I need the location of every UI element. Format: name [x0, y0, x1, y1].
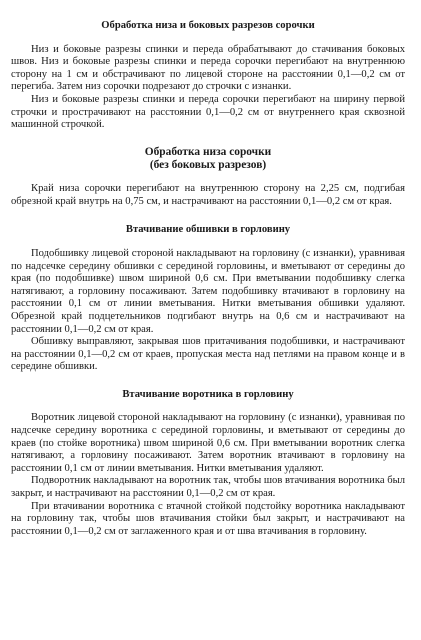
paragraph: При втачивании воротника с втачной стойкой подстойку воротника накладывают на горловину так, чтобы шов втачивания стойки был закрыт, и настрачивают на расстоянии 0,1—0,2 см от заглаженного края и от шва втачивания в горловину.	[11, 500, 405, 537]
paragraph: Подворотник накладывают на воротник так, чтобы шов втачивания воротника был закрыт, и настрачивают на расстоянии 0,1—0,2 см от края.	[11, 475, 405, 500]
paragraph: Край низа сорочки перегибают на внутреннюю сторону на 2,25 см, подгибая обрезной край внутрь на 0,75 см, и настрачивают на расстоянии 0,1—0,2 см от края.	[11, 183, 405, 207]
paragraph: Обшивку выправляют, закрывая шов притачивания подобшивки, и настрачивают на расстоянии 0,1—0,2 см от краев, пропуская места над петлями на правом конце и в середине обшивки.	[11, 336, 405, 373]
paragraph: Воротник лицевой стороной накладывают на горловину (с изнанки), уравнивая по надсечке середину воротника с серединой горловины, и вметывают от середины до краев (по стойке воротника) швом шириной 0,6 см. При вметывании воротник слегка натягивают, а горловину посаживают. Затем воротник втачивают в горловину на расстоянии 0,1 см от линии вметывания. Нитки вметывания удаляют.	[11, 412, 405, 474]
section-heading-hem-side-slits: Обработка низа и боковых разрезов сорочки	[101, 20, 315, 31]
paragraph: Подобшивку лицевой стороной накладывают на горловину (с изнанки), уравнивая по надсечке середину обшивки с серединой горловины, и вметывают от середины до края (по подобшивке) швом шириной 0,6 см. При вметывании подобшивку слегка натягивают, а горловину посаживают. Затем подобшивку втачивают в горловину на расстоянии 0,1 см от линии вметывания. Нитки вметывания обшивки удаляют. Обрезной край подцетельников подгибают внутрь на 0,6 см и настрачивают на расстоянии 0,1—0,2 см от края.	[11, 247, 405, 335]
paragraph: Низ и боковые разрезы спинки и переда обрабатывают до стачивания боковых швов. Низ и боковые разрезы спинки и переда сорочки перегибают на внутреннюю сторону на 1 см и обстрачивают по лицевой стороне на расстоянии 0,1—0,2 см от перегиба. Затем низ сорочки подрезают до строчки с изнанки.	[11, 43, 405, 93]
paragraph: Низ и боковые разрезы спинки и переда сорочки перегибают на ширину первой строчки и прострачивают на расстоянии 0,1—0,2 см от внутреннего края сквозной машинной строчкой.	[11, 93, 405, 131]
section-heading-collar-neckline: Втачивание воротника в горловину	[122, 388, 294, 400]
section-heading-facing-neckline: Втачивание обшивки в горловину	[125, 224, 291, 236]
section-subheading-no-slits: (без боковых разрезов)	[149, 158, 267, 171]
section-heading-hem: Обработка низа сорочки	[144, 145, 272, 158]
